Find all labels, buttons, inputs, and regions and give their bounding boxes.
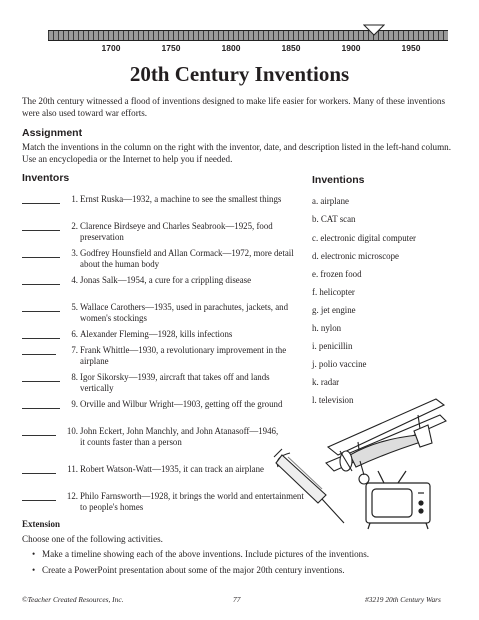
answer-blank[interactable] [22, 354, 56, 355]
inventions-heading: Inventions [312, 174, 365, 186]
bullet-text: Make a timeline showing each of the above inventions. Include pictures of the inventions. [42, 549, 370, 559]
footer-page-number: 77 [233, 595, 241, 604]
bullet-text: Create a PowerPoint presentation about some of the major 20th century inventions. [42, 565, 345, 575]
timeline-year: 1900 [341, 43, 361, 53]
answer-blank[interactable] [22, 257, 60, 258]
item-text: Igor Sikorsky—1939, aircraft that takes off and lands vertically [80, 372, 270, 394]
item-text: Ernst Ruska—1932, a machine to see the smallest things [80, 194, 282, 204]
item-number: 5. [71, 302, 78, 312]
item-number: 2. [71, 221, 78, 231]
item-number: 12. [66, 491, 78, 501]
page-title: 20th Century Inventions [129, 62, 350, 86]
answer-blank[interactable] [22, 230, 60, 231]
timeline-year: 1750 [161, 43, 181, 53]
invention-option: k. radar [312, 377, 340, 387]
item-number: 8. [71, 372, 78, 382]
item-number: 6. [71, 329, 78, 339]
item-number: 9. [71, 399, 78, 409]
television-icon [366, 471, 430, 529]
invention-option: f. helicopter [312, 287, 355, 297]
bullet-item [32, 549, 369, 559]
item-number: 4. [71, 275, 78, 285]
bullet-icon: • [32, 565, 36, 575]
bullet-icon: • [32, 549, 36, 559]
answer-blank[interactable] [22, 500, 56, 501]
item-number: 11. [67, 464, 78, 474]
timeline-year: 1950 [401, 43, 421, 53]
answer-blank[interactable] [22, 284, 60, 285]
inventors-heading: Inventors [22, 172, 70, 184]
answer-blank[interactable] [22, 338, 60, 339]
invention-option: c. electronic digital computer [312, 233, 416, 243]
invention-option: d. electronic microscope [312, 251, 399, 261]
invention-option: i. penicillin [312, 341, 353, 351]
intro-paragraph: The 20th century witnessed a flood of inventions designed to make life easier for workers. Many of these inventions were also used toward war efforts. [22, 96, 446, 118]
answer-blank[interactable] [22, 311, 60, 312]
item-number: 1. [71, 194, 78, 204]
invention-option: a. airplane [312, 196, 349, 206]
timeline [48, 24, 448, 58]
answer-blank[interactable] [22, 203, 60, 204]
timeline-bar [48, 30, 448, 41]
footer-book-title: #3219 20th Century Wars [365, 595, 441, 604]
item-text: John Eckert, John Manchly, and John Atanasoff—1946, it counts faster than a person [80, 426, 279, 448]
item-text: Orville and Wilbur Wright—1903, getting off the ground [80, 399, 283, 409]
answer-blank[interactable] [22, 408, 60, 409]
timeline-year: 1700 [101, 43, 121, 53]
assignment-text: Match the inventions in the column on the right with the inventor, date, and description listed in the left-hand column. Use an encyclopedia or the Internet to help you if needed. [22, 142, 451, 164]
bullet-item [32, 565, 345, 575]
invention-option: j. polio vaccine [312, 359, 367, 369]
extension-text: Choose one of the following activities. [22, 534, 163, 544]
invention-option: l. television [312, 395, 354, 405]
item-text: Clarence Birdseye and Charles Seabrook—1925, food preservation [80, 221, 273, 243]
invention-option: g. jet engine [312, 305, 356, 315]
answer-blank[interactable] [22, 473, 56, 474]
inventions-illustration [268, 395, 468, 530]
extension-heading: Extension [22, 519, 61, 529]
answer-blank[interactable] [22, 435, 56, 436]
footer-copyright: ©Teacher Created Resources, Inc. [22, 595, 124, 604]
item-number: 10. [66, 426, 78, 436]
invention-option: e. frozen food [312, 269, 362, 279]
timeline-year: 1850 [281, 43, 301, 53]
item-text: Alexander Fleming—1928, kills infections [80, 329, 233, 339]
timeline-marker-icon [363, 24, 385, 36]
item-number: 7. [71, 345, 78, 355]
item-text: Jonas Salk—1954, a cure for a crippling disease [80, 275, 252, 285]
item-text: Wallace Carothers—1935, used in parachutes, jackets, and women's stockings [80, 302, 289, 324]
assignment-heading: Assignment [22, 127, 83, 139]
item-text: Frank Whittle—1930, a revolutionary improvement in the airplane [80, 345, 287, 367]
item-number: 3. [71, 248, 78, 258]
invention-option: h. nylon [312, 323, 342, 333]
timeline-year: 1800 [221, 43, 241, 53]
biplane-icon [326, 399, 446, 484]
invention-option: b. CAT scan [312, 214, 356, 224]
item-text: Philo Farnsworth—1928, it brings the world and entertainment to people's homes [80, 491, 304, 513]
item-text: Robert Watson-Watt—1935, it can track an airplane [80, 464, 264, 474]
item-text: Godfrey Hounsfield and Allan Cormack—1972, more detail about the human body [80, 248, 294, 270]
answer-blank[interactable] [22, 381, 60, 382]
